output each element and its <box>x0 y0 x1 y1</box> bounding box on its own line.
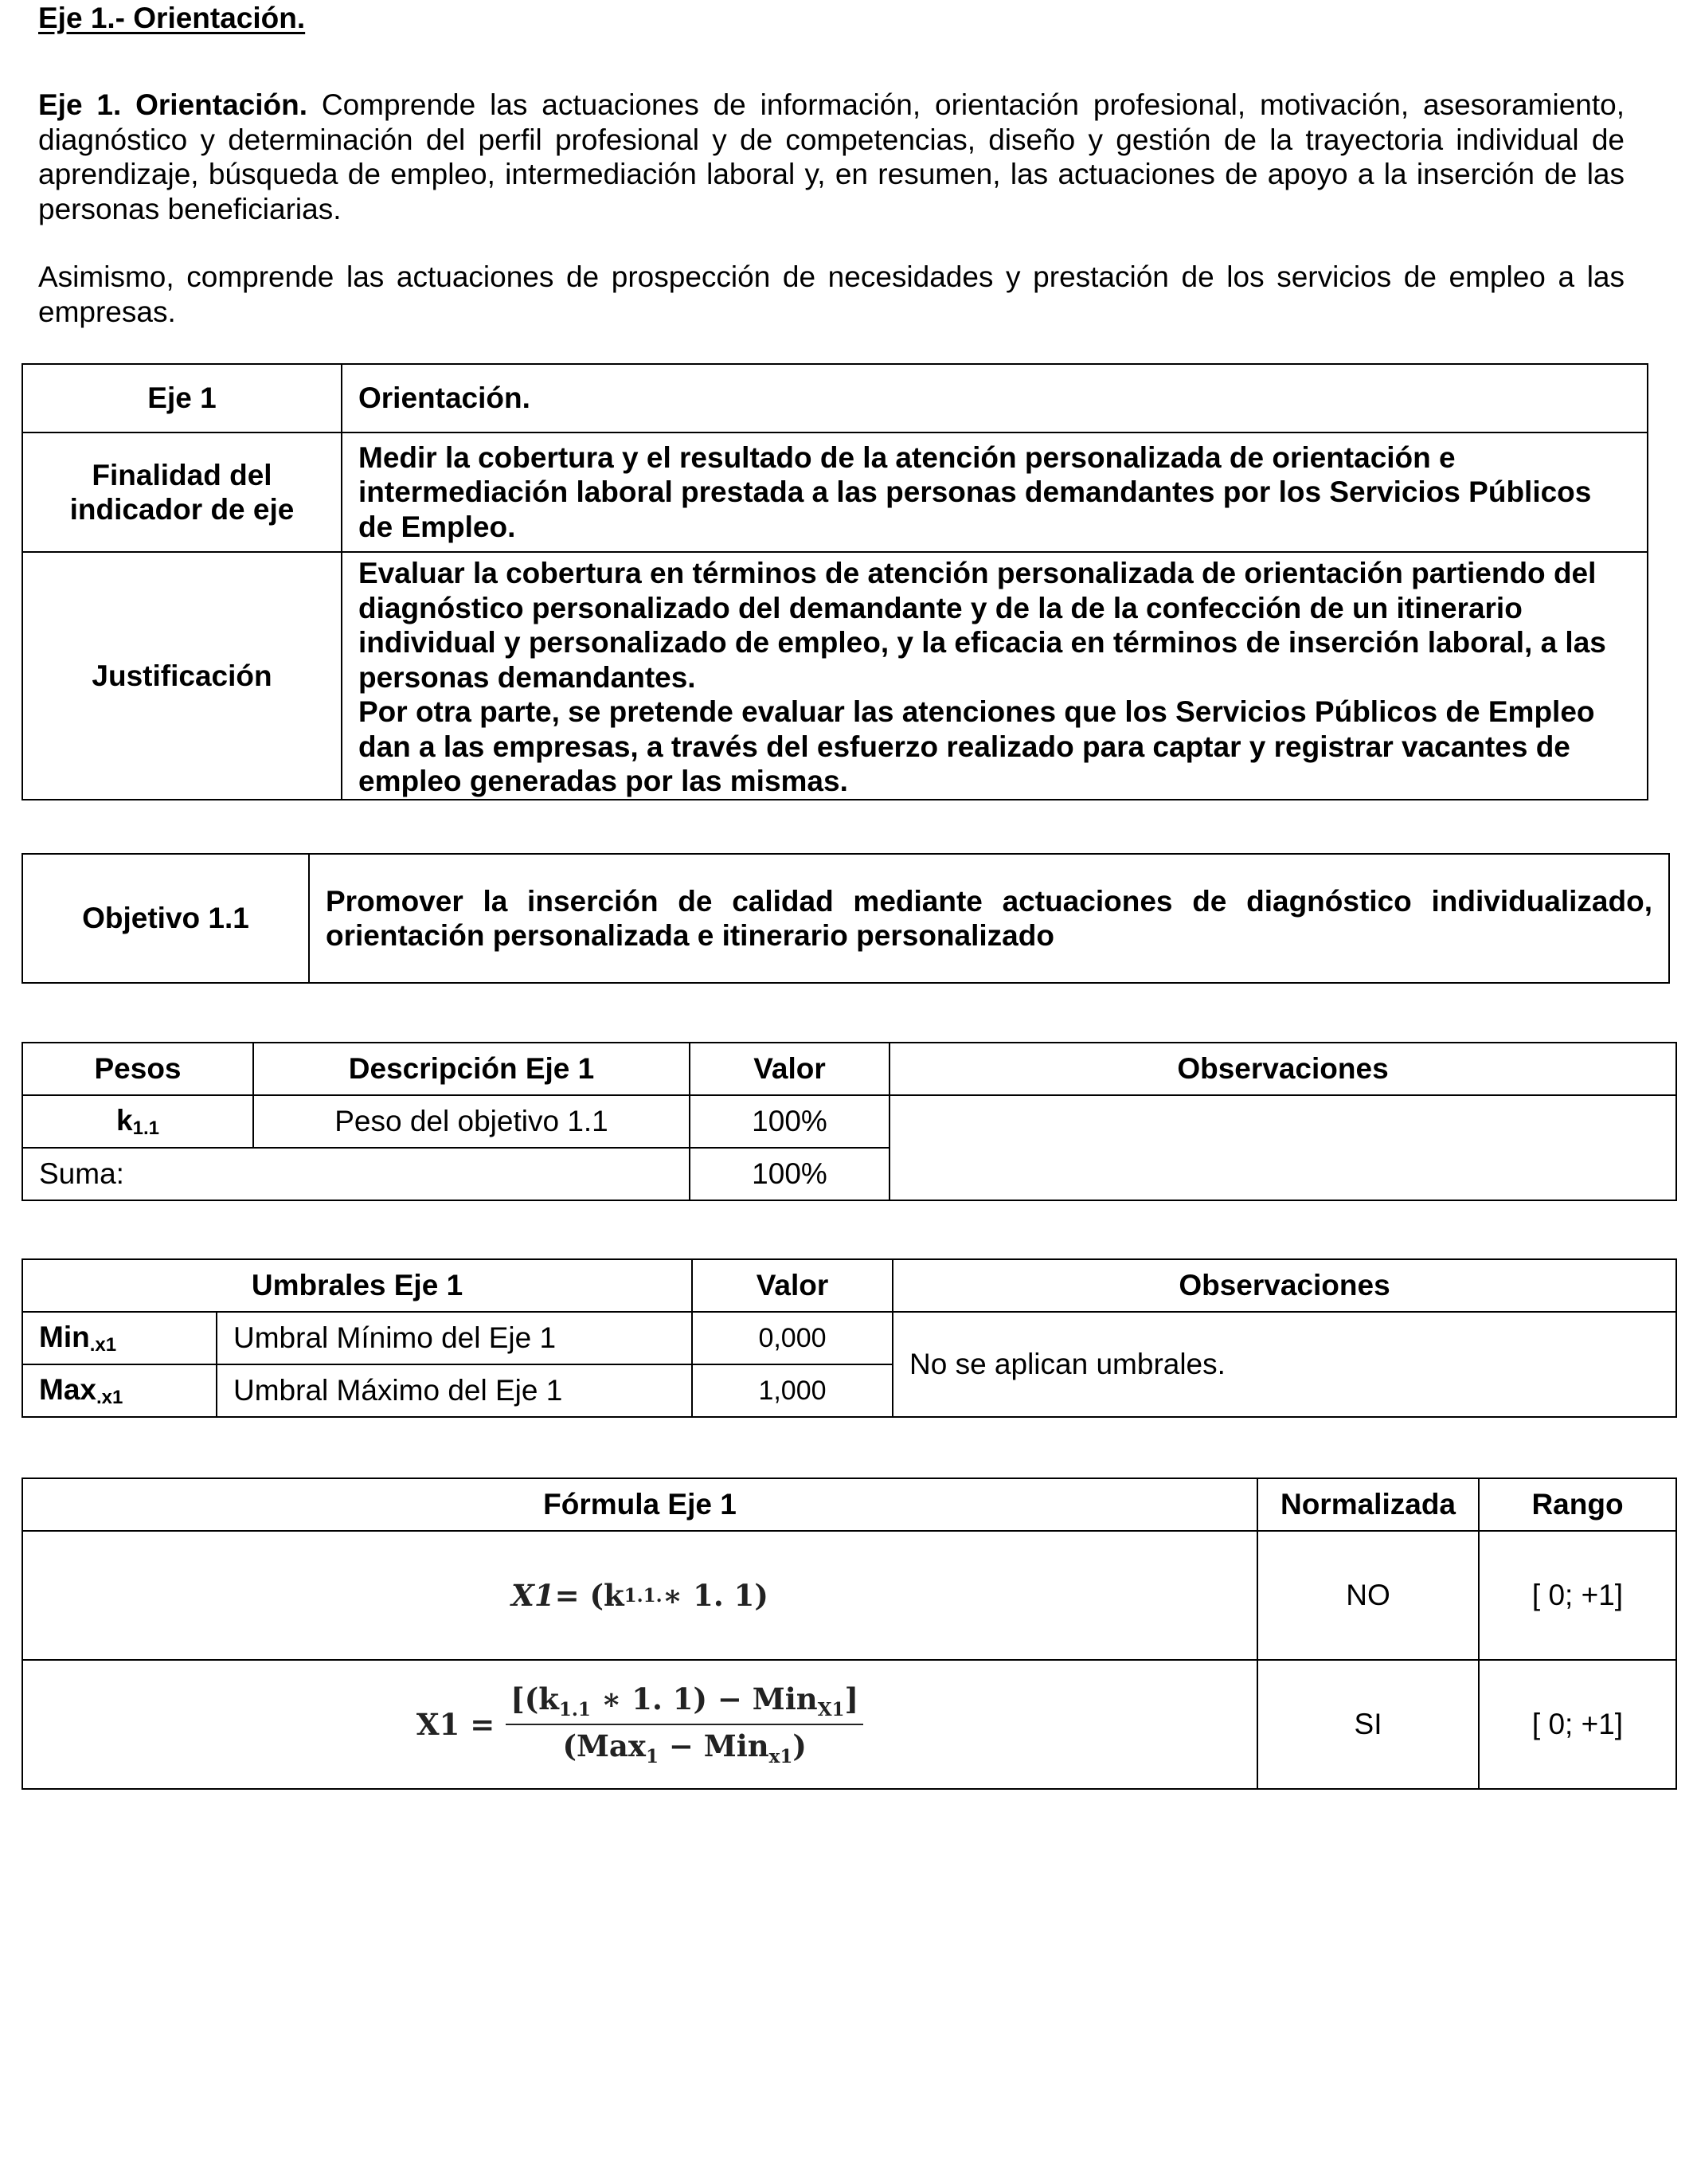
threshold-key: Max$_{.x1}$ <box>22 1364 217 1417</box>
sum-label: Suma: <box>22 1148 690 1200</box>
axis-row <box>22 432 1648 552</box>
weights-header-row <box>22 1043 1676 1095</box>
axis-value: Medir la cobertura y el resultado de la atención personalizada de orientación e intermediación laboral prestada a las personas demandantes por los Servicios Públicos de Empleo. <box>342 432 1648 552</box>
axis-label: Finalidad del indicador de eje <box>22 432 342 552</box>
formula-row <box>22 1531 1676 1660</box>
axis-value: Orientación. <box>342 364 1648 432</box>
formula-1: X1 = (k 1.1. ∗ 1. 1) <box>511 1578 768 1613</box>
axis-row <box>22 364 1648 432</box>
intro-paragraph-2: Asimismo, comprende las actuaciones de prospección de necesidades y prestación de los servicios de empleo a las empresas. <box>38 260 1625 328</box>
threshold-key: Min$_{.x1}$ <box>22 1312 217 1364</box>
normalized-value: NO <box>1257 1531 1479 1660</box>
axis-row <box>22 552 1648 800</box>
threshold-value: 0,000 <box>692 1312 893 1364</box>
formula-cell <box>22 1660 1257 1789</box>
intro-text: Comprende las actuaciones de información, orientación profesional, motivación, asesoramiento, diagnóstico y determinación del perfil profesional y de competencias, diseño y gestión de la trayectoria individual de aprendizaje, búsqueda de empleo, intermediación laboral y, en resumen, las actuaciones de apoyo a la inserción de las personas beneficiarias. <box>38 88 1625 225</box>
objective-text: Promover la inserción de calidad mediante actuaciones de diagnóstico individualizado, orientación personalizada e itinerario personalizado <box>309 854 1669 983</box>
weight-observations <box>890 1095 1676 1200</box>
header-formula: Fórmula Eje 1 <box>22 1478 1257 1531</box>
normalized-value: SI <box>1257 1660 1479 1789</box>
threshold-value: 1,000 <box>692 1364 893 1417</box>
weight-description: Peso del objetivo 1.1 <box>253 1095 690 1148</box>
axis-value <box>342 552 1648 800</box>
threshold-description: Umbral Máximo del Eje 1 <box>217 1364 692 1417</box>
axis-table <box>22 363 1648 800</box>
weights-table <box>22 1042 1677 1201</box>
header-observations: Observaciones <box>890 1043 1676 1095</box>
weight-value: 100% <box>690 1095 890 1148</box>
header-thresholds: Umbrales Eje 1 <box>22 1259 692 1312</box>
threshold-description: Umbral Mínimo del Eje 1 <box>217 1312 692 1364</box>
formula-cell <box>22 1531 1257 1660</box>
objective-table <box>22 853 1670 984</box>
formula-2: X1 = $\frac{[(k_{1.1} ∗ 1. 1) - Min_{X1}]}{(Max_1 - Min_{x1})}$ <box>416 1681 863 1767</box>
intro-paragraph <box>38 88 1625 226</box>
intro-lead: Eje 1. Orientación. <box>38 88 308 121</box>
fraction-numerator: [($k_{1.1}$ ∗ 1. 1) − Min$_{X1}$] <box>506 1681 863 1725</box>
axis-label: Eje 1 <box>22 364 342 432</box>
range-value: [ 0; +1] <box>1479 1660 1676 1789</box>
axis-label: Justificación <box>22 552 342 800</box>
weights-row <box>22 1095 1676 1148</box>
header-description: Descripción Eje 1 <box>253 1043 690 1095</box>
range-value: [ 0; +1] <box>1479 1531 1676 1660</box>
sum-value: 100% <box>690 1148 890 1200</box>
formula-table <box>22 1478 1677 1790</box>
threshold-observation: No se aplican umbrales. <box>893 1312 1676 1417</box>
formula-row <box>22 1660 1676 1789</box>
threshold-row <box>22 1312 1676 1364</box>
header-value: Valor <box>692 1259 893 1312</box>
objective-label: Objetivo 1.1 <box>22 854 309 983</box>
justification-text: Evaluar la cobertura en términos de atención personalizada de orientación partiendo del diagnóstico personalizado del demandante y de la de la confección de un itinerario individual y personalizado de empleo, y la eficacia en términos de inserción laboral, a las personas demandantes. <box>358 557 1606 694</box>
header-normalized: Normalizada <box>1257 1478 1479 1531</box>
formula-fraction <box>506 1681 863 1767</box>
header-range: Rango <box>1479 1478 1676 1531</box>
header-value: Valor <box>690 1043 890 1095</box>
thresholds-table <box>22 1258 1677 1418</box>
header-observations: Observaciones <box>893 1259 1676 1312</box>
justification-text-2: Por otra parte, se pretende evaluar las atenciones que los Servicios Públicos de Empleo dan a las empresas, a través del esfuerzo realizado para captar y registrar vacantes de empleo generadas por las mismas. <box>358 695 1595 797</box>
objective-row <box>22 854 1669 983</box>
weight-key: $k_{1.1}$ <box>22 1095 253 1148</box>
section-heading: Eje 1.- Orientación. <box>38 2 306 34</box>
fraction-denominator: (Max$_1$ − Min$_{x1}$) <box>562 1728 807 1767</box>
formula-header-row <box>22 1478 1676 1531</box>
thresholds-header-row <box>22 1259 1676 1312</box>
header-weights: Pesos <box>22 1043 253 1095</box>
